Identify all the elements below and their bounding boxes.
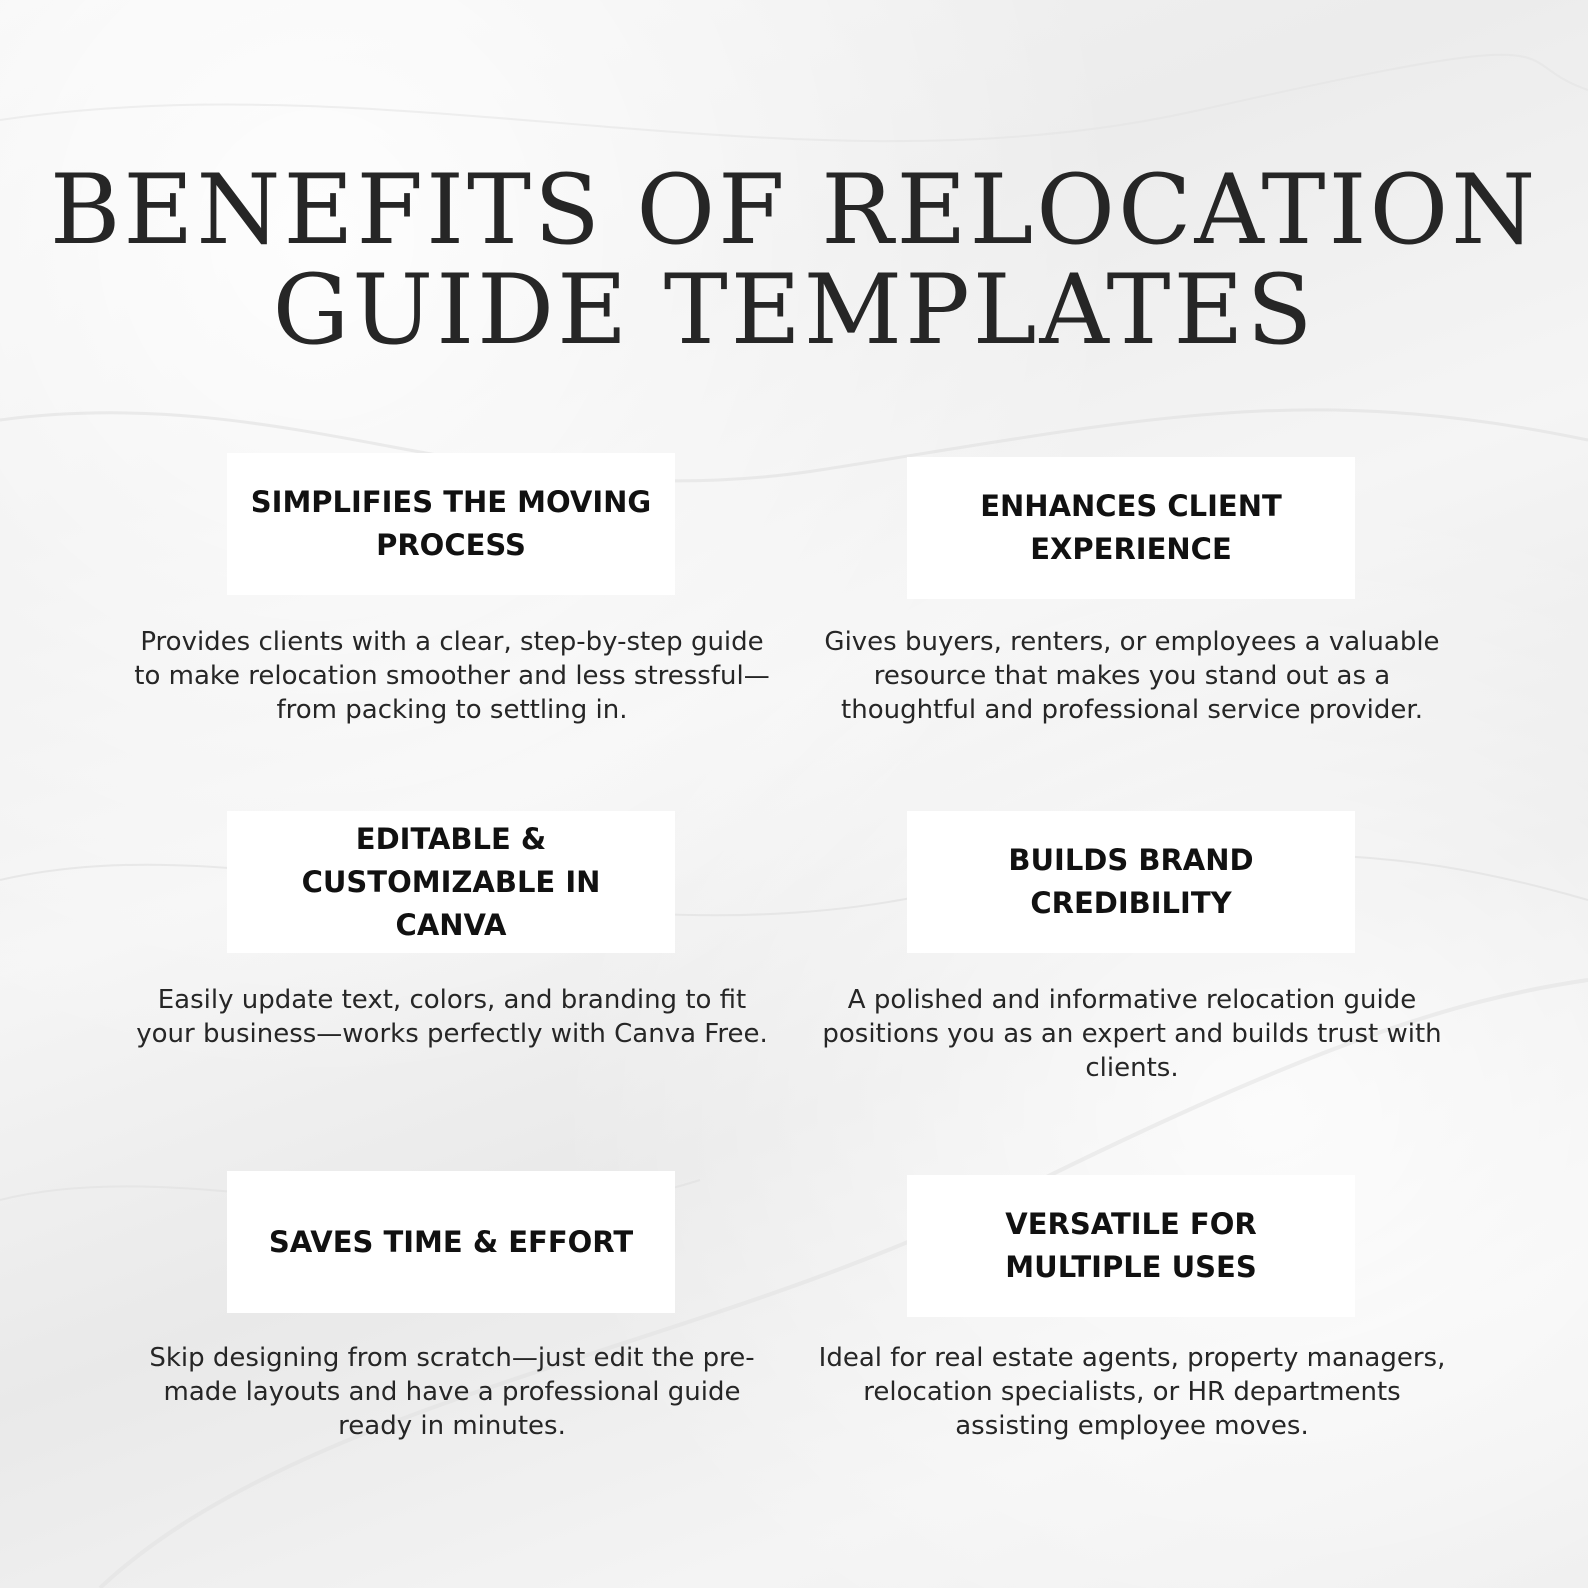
benefit-card-versatile <box>907 1175 1355 1317</box>
benefit-heading: EDITABLE & CUSTOMIZABLE IN CANVA <box>301 821 601 942</box>
benefit-card-credibility <box>907 811 1355 953</box>
benefit-heading: SAVES TIME & EFFORT <box>268 1224 634 1259</box>
benefit-heading: ENHANCES CLIENT EXPERIENCE <box>980 489 1282 566</box>
benefit-card-editable <box>227 811 675 953</box>
benefit-description: Provides clients with a clear, step-by-step guide to make relocation smoother and less stressful—from packing to settling in. <box>134 627 770 725</box>
benefit-description: Ideal for real estate agents, property managers, relocation specialists, or HR departments assisting employee moves. <box>818 1343 1446 1441</box>
page-title-line-1: BENEFITS OF RELOCATION <box>49 154 1539 266</box>
benefit-heading: VERSATILE FOR MULTIPLE USES <box>1005 1207 1257 1284</box>
benefit-card-saves-time <box>227 1171 675 1313</box>
benefit-description: Easily update text, colors, and branding to fit your business—works perfectly with Canva Free. <box>136 985 768 1049</box>
page-title <box>0 154 1588 366</box>
benefit-description: Skip designing from scratch—just edit the pre-made layouts and have a professional guide ready in minutes. <box>149 1343 755 1441</box>
benefit-description: A polished and informative relocation guide positions you as an expert and builds trust with clients. <box>822 985 1442 1083</box>
benefit-card-simplifies <box>227 453 675 595</box>
page-title-line-2: GUIDE TEMPLATES <box>272 254 1316 366</box>
benefit-description: Gives buyers, renters, or employees a valuable resource that makes you stand out as a thoughtful and professional service provider. <box>824 627 1440 725</box>
benefit-heading: SIMPLIFIES THE MOVING PROCESS <box>250 485 652 562</box>
benefit-heading: BUILDS BRAND CREDIBILITY <box>1008 843 1254 920</box>
benefit-card-enhances <box>907 457 1355 599</box>
